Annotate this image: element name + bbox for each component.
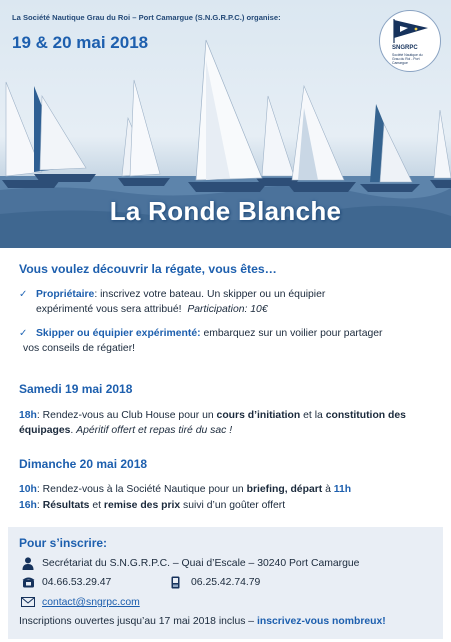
saturday-aperitif: Apéritif offert et repas tiré du sac ! bbox=[76, 425, 233, 436]
saturday-crews: constitution des équipages bbox=[19, 410, 406, 436]
deadline-text: Inscriptions ouvertes jusqu’au 17 mai 2018 inclus – bbox=[19, 616, 257, 627]
signup-email-link[interactable]: contact@sngrpc.com bbox=[42, 597, 140, 608]
signup-email-row bbox=[42, 597, 140, 608]
saturday-time: 18h bbox=[19, 410, 37, 421]
bullet-owner-text: : inscrivez votre bateau. Un skipper ou un équipier bbox=[94, 289, 326, 300]
bullet-skipper-label: Skipper ou équipier expérimenté: bbox=[36, 328, 201, 339]
saturday-heading: Samedi 19 mai 2018 bbox=[19, 382, 133, 396]
phone-icon bbox=[22, 576, 35, 588]
sunday-results: Résultats bbox=[42, 500, 90, 511]
mobile-icon bbox=[171, 576, 180, 589]
bullet-owner-text-2: expérimenté vous sera attribué! bbox=[36, 304, 182, 315]
hero-photo bbox=[0, 0, 451, 248]
sunday-text-3: : bbox=[36, 500, 43, 511]
sunday-text-2: à bbox=[322, 484, 334, 495]
bullet-owner bbox=[19, 287, 439, 317]
sunday-text-4: et bbox=[89, 500, 104, 511]
signup-phone[interactable]: 04.66.53.29.47 bbox=[42, 577, 112, 588]
bullet-skipper-text: embarquez sur un voilier pour partager bbox=[200, 328, 383, 339]
saturday-course: cours d’initiation bbox=[216, 410, 301, 421]
mail-icon bbox=[21, 597, 35, 607]
saturday-text-1: : Rendez-vous au Club House pour un bbox=[36, 410, 217, 421]
sunday-text-5: suivi d’un goûter offert bbox=[180, 500, 286, 511]
person-icon bbox=[22, 557, 34, 570]
event-dates: 19 & 20 mai 2018 bbox=[12, 33, 149, 52]
event-title: La Ronde Blanche bbox=[109, 196, 342, 226]
bullet-owner-label: Propriétaire bbox=[36, 289, 95, 300]
signup-address: Secrétariat du S.N.G.R.P.C. – Quai d’Escale – 30240 Port Camargue bbox=[42, 558, 360, 569]
participation-fee: Participation: 10€ bbox=[187, 304, 268, 315]
signup-heading: Pour s’inscrire: bbox=[19, 536, 108, 550]
logo-subtext: Société Nautique du Grau du Roi - Port Camargue bbox=[392, 53, 423, 65]
sunday-time-1: 10h bbox=[19, 484, 37, 495]
signup-box bbox=[8, 527, 443, 639]
saturday-schedule bbox=[19, 408, 439, 438]
club-logo bbox=[379, 10, 441, 72]
check-icon: ✓ bbox=[19, 328, 28, 339]
intro-heading: Vous voulez découvrir la régate, vous êtes… bbox=[19, 262, 277, 276]
bullet-skipper-text-2: vos conseils de régatier! bbox=[23, 343, 136, 354]
bullet-skipper bbox=[19, 326, 439, 356]
signup-deadline bbox=[19, 616, 386, 627]
saturday-text-3: . bbox=[70, 425, 77, 436]
sunday-schedule-2 bbox=[19, 498, 439, 513]
sunday-schedule-1 bbox=[19, 482, 439, 497]
saturday-text-2: et la bbox=[300, 410, 326, 421]
sunday-heading: Dimanche 20 mai 2018 bbox=[19, 457, 148, 471]
organizer-line: La Société Nautique Grau du Roi – Port Camargue (S.N.G.R.P.C.) organise: bbox=[12, 13, 281, 22]
sunday-time-2: 16h bbox=[19, 500, 37, 511]
sunday-briefing: briefing, départ bbox=[246, 484, 323, 495]
sunday-prizes: remise des prix bbox=[103, 500, 181, 511]
signup-mobile[interactable]: 06.25.42.74.79 bbox=[191, 577, 261, 588]
sunday-text-1: : Rendez-vous à la Société Nautique pour un bbox=[36, 484, 247, 495]
logo-name: SNGRPC bbox=[392, 45, 418, 51]
sunday-departure-time: 11h bbox=[333, 484, 352, 495]
signup-callout: inscrivez-vous nombreux! bbox=[256, 616, 386, 627]
check-icon: ✓ bbox=[19, 289, 28, 300]
